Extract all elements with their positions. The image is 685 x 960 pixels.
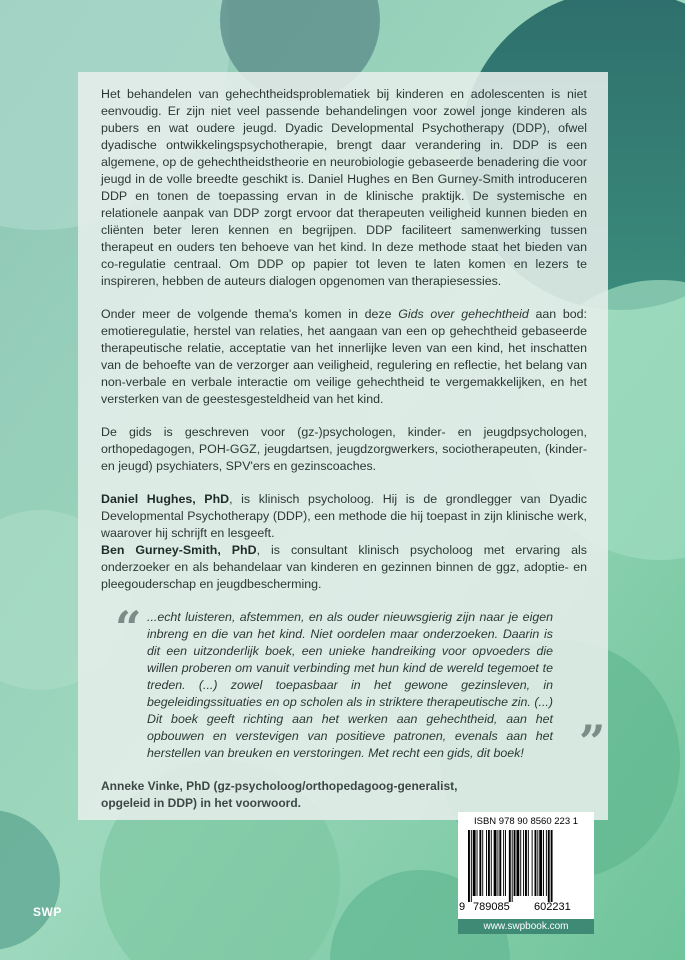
author-bio-gurney-smith <box>101 542 587 593</box>
author-bio: , is consultant klinisch psycholoog met ervaring als onderzoeker en als behandelaar van kinderen en gezinnen binnen de ggz, adoptie- en pleegouderschap en jeugdbescherming. <box>101 543 587 591</box>
attribution-line-1: Anneke Vinke, PhD (gz-psycholoog/orthopedagoog-generalist, <box>101 779 458 793</box>
barcode-digits-right: 602231 <box>534 901 571 913</box>
barcode-box <box>458 812 594 934</box>
isbn-label: ISBN 978 90 8560 223 1 <box>473 816 579 827</box>
author-bio: , is klinisch psycholoog. Hij is de grondlegger van Dyadic Developmental Psychotherapy (DDP), een methode die hij toepast in zijn klinische werk, waarover hij schrijft en lesgeeft. <box>101 492 588 540</box>
foreword-quote <box>101 601 606 812</box>
close-quote-mark: ” <box>579 715 606 769</box>
open-quote-mark: “ <box>115 601 142 655</box>
themes-book-title: Gids over gehechtheid <box>398 307 529 321</box>
website-url: www.swpbook.com <box>458 919 594 934</box>
attribution-line-2: opgeleid in DDP) in het voorwoord. <box>101 796 301 810</box>
back-cover-text <box>101 86 606 828</box>
themes-paragraph <box>101 306 587 408</box>
publisher-logo: SWP <box>33 905 62 919</box>
intro-paragraph: Het behandelen van gehechtheidsproblematiek bij kinderen en adolescenten is niet eenvoudig. Er zijn niet veel passende behandelingen voor zowel jonge kinderen als pubers en wat oudere jeugd. Dyadic Developmental Psychotherapy (DDP), ofwel dyadische ontwikkelingspsychotherapie, brengt daar verandering in. DDP is een algemene, op de gehechtheidstheorie en neurobiologie gebaseerde benadering die voor jeugd in de volle breedte geschikt is. Daniel Hughes en Ben Gurney-Smith introduceren DDP en tonen de toepassing ervan in de klinische praktijk. De systemische en relationele aanpak van DDP zorgt ervoor dat therapeuten veiligheid kunnen bieden en cliënten beter leren kennen en begrijpen. DDP faciliteert samenwerking tussen therapeut en ouders ten behoeve van het kind. In deze methode staat het bieden van co-regulatie centraal. Om DDP op papier tot leven te laten komen en lezers te inspireren, hebben de auteurs dialogen opgenomen van therapiesessies. <box>101 87 587 288</box>
author-name: Daniel Hughes, PhD <box>101 492 230 506</box>
author-name: Ben Gurney-Smith, PhD <box>101 543 257 557</box>
audience-paragraph: De gids is geschreven voor (gz-)psychologen, kinder- en jeugdpsychologen, orthopedagogen, POH-GGZ, jeugdartsen, jeugdzorgwerkers, sociotherapeuten, (kinder- en jeugd) psychiaters, SPV'ers en gezinscoaches. <box>101 425 587 473</box>
barcode-icon <box>468 830 584 902</box>
quote-attribution <box>101 778 587 812</box>
author-bio-hughes <box>101 491 587 542</box>
barcode-digits-left: 789085 <box>473 901 510 913</box>
quote-text: ...echt luisteren, afstemmen, en als ouder nieuwsgierig zijn naar je eigen inbreng en die van het kind. Niet oordelen maar onderzoeken. Daarin is dit een uitzonderlijk boek, een unieke handreiking voor opvoeders die willen proberen om vanuit verbinding met hun kind de wereld tegemoet te treden. (...) zowel toepasbaar in het gewone gezinsleven, in begeleidingssituaties en op scholen als in striktere therapeutische zin. (...) Dit boek geeft richting aan het werken aan gehechtheid, aan het opbouwen en verstevigen van positieve patronen, evenals aan het herstellen van breuken en verstoringen. Met recht een gids, dit boek! <box>147 610 553 760</box>
themes-before: Onder meer de volgende thema's komen in deze <box>101 307 399 321</box>
themes-after: aan bod: emotieregulatie, herstel van relaties, het aangaan van een op gehechtheid gebaseerde therapeutische relatie, acceptatie van het innerlijke leven van een kind, het inschatten van de behoefte van de verzorger aan veiligheid, regulering en reflectie, het belang van non-verbale en verbale interactie om veilige gehechtheid te vergemakkelijken, en het versterken van de geestesgesteldheid van het kind. <box>101 307 587 406</box>
barcode-digit-first: 9 <box>459 901 466 913</box>
